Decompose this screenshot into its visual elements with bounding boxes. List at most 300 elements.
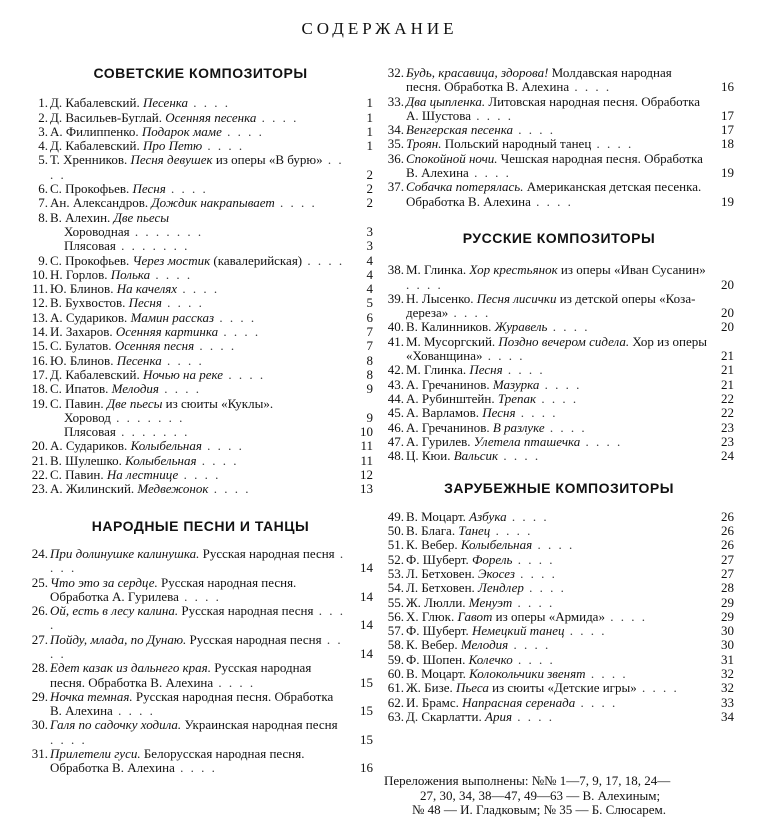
leader-dots: . . . . — [506, 508, 549, 524]
toc-entry — [28, 661, 373, 690]
entry-author: М. Глинка. — [406, 362, 467, 378]
leader-dots: . . . . — [221, 123, 264, 139]
leader-dots: . . . . — [50, 603, 345, 633]
entry-author: А. Судариков. — [50, 438, 128, 454]
entry-page: 1 — [366, 109, 373, 125]
entry-page: 22 — [721, 390, 734, 406]
entry-author: К. Вебер. — [406, 537, 458, 553]
toc-entry — [384, 524, 734, 538]
toc-entry — [384, 681, 734, 695]
entry-title: Осенняя песенка — [165, 109, 257, 125]
entry-title: Гавот — [457, 608, 493, 624]
entry-number: 5. — [38, 152, 48, 168]
note-line-2: 27, 30, 34, 38—47, 49—63 — В. Алехиным; — [420, 787, 661, 803]
leader-dots: . . . . — [188, 95, 231, 111]
subentry-label: Плясовая — [64, 424, 116, 440]
entry-author: Д. Скарлатти. — [406, 708, 482, 724]
leader-dots: . . . . — [547, 319, 590, 335]
entry-author: Ф. Шуберт. — [406, 623, 469, 639]
entry-number: 50. — [387, 523, 404, 539]
entry-number: 33. — [387, 93, 404, 109]
entry-author: А. Гречанинов. — [406, 419, 490, 435]
leader-dots: . . . . — [177, 281, 220, 297]
entry-page: 21 — [721, 348, 734, 364]
entry-description: из сюиты «Куклы». — [165, 395, 274, 411]
entry-title: Ночка темная. — [50, 688, 133, 704]
entry-author: В. Бухвостов. — [50, 295, 126, 311]
leader-dots: . . . . — [112, 703, 155, 719]
toc-entry — [384, 335, 734, 364]
entry-description: Русская народная песня — [181, 603, 314, 619]
entry-number: 29. — [31, 688, 48, 704]
entry-title: Песня — [469, 362, 503, 378]
toc-entry — [28, 182, 373, 196]
entry-number: 23. — [31, 481, 48, 497]
entry-title: На качелях — [116, 281, 178, 297]
entry-number: 40. — [387, 319, 404, 335]
entry-page: 24 — [721, 448, 734, 464]
leader-dots: . . . . — [50, 545, 346, 576]
toc-entry — [384, 152, 734, 181]
entry-title: Колыбельная — [130, 438, 202, 454]
toc-entry — [28, 139, 373, 153]
entry-page: 1 — [366, 138, 373, 154]
entry-title: Трепак — [497, 390, 537, 406]
entry-author: Л. Бетховен. — [406, 565, 475, 581]
folk-songs-list — [28, 547, 373, 776]
toc-entry — [384, 378, 734, 392]
toc-entry — [384, 567, 734, 581]
entry-author: В. Калинников. — [406, 319, 492, 335]
entry-number: 10. — [31, 266, 48, 282]
page-title: СОДЕРЖАНИЕ — [301, 19, 458, 38]
toc-entry — [28, 718, 373, 747]
entry-number: 18. — [31, 381, 48, 397]
toc-entry — [384, 392, 734, 406]
section-heading-russian: РУССКИЕ КОМПОЗИТОРЫ — [462, 229, 656, 246]
entry-author: С. Булатов. — [50, 338, 112, 354]
leader-dots: . . . . — [511, 708, 554, 724]
leader-dots: . . . . — [585, 665, 628, 681]
entry-title: Прилетели гуси. — [50, 746, 141, 762]
leader-dots: . . . . — [580, 433, 623, 449]
toc-entry — [384, 696, 734, 710]
entry-page: 19 — [721, 165, 734, 181]
entry-title: При долинушке калинушка. — [50, 545, 200, 561]
entry-author: А. Гречанинов. — [406, 376, 490, 392]
entry-author: Л. Бетховен. — [406, 580, 475, 596]
entry-title: Колыбельная — [125, 452, 197, 468]
toc-entry — [28, 111, 373, 125]
entry-description: Русская народная песня. Обработка В. Алехина — [50, 688, 334, 719]
toc-entry — [28, 397, 373, 411]
entry-number: 62. — [387, 694, 404, 710]
toc-entry — [384, 66, 734, 95]
leader-dots: . . . . — [218, 324, 261, 340]
entry-title: Дождик накрапывает — [151, 195, 275, 211]
leader-dots: . . . . — [591, 136, 634, 152]
entry-number: 32. — [387, 65, 404, 80]
entry-title: Напрасная серенада — [462, 694, 576, 710]
entry-number: 27. — [31, 631, 48, 647]
entry-description: Русская народная песня. Обработка А. Гурилева — [50, 574, 297, 604]
entry-title: Вальсик — [453, 448, 499, 464]
toc-entry — [28, 211, 373, 225]
toc-entry — [384, 421, 734, 435]
entry-page: 17 — [721, 107, 734, 123]
leader-dots: . . . . — [150, 266, 193, 282]
entry-number: 6. — [38, 181, 48, 197]
entry-number: 24. — [31, 545, 48, 561]
toc-entry — [28, 576, 373, 605]
toc-entry — [384, 538, 734, 552]
entry-description: Американская детская песенка. Обработка В. Алехина — [406, 179, 702, 209]
entry-number: 16. — [31, 352, 48, 368]
entry-page: 4 — [366, 281, 373, 297]
entry-page: 6 — [366, 309, 373, 325]
leader-dots: . . . . — [202, 138, 245, 154]
toc-entry — [384, 263, 734, 292]
entry-number: 51. — [387, 537, 404, 553]
section-heading-folk: НАРОДНЫЕ ПЕСНИ И ТАНЦЫ — [91, 517, 310, 534]
leader-dots: . . . . — [532, 537, 575, 553]
entry-title: Пойду, млада, по Дунаю. — [50, 631, 187, 647]
toc-entry — [384, 180, 734, 209]
entry-page: 11 — [360, 452, 373, 468]
leader-dots: . . . . — [50, 631, 343, 661]
entry-number: 20. — [31, 438, 48, 454]
leader-dots: . . . . — [498, 448, 541, 464]
entry-number: 47. — [387, 433, 404, 449]
leader-dots: . . . . — [50, 152, 344, 182]
toc-entry — [28, 468, 373, 482]
entry-page: 7 — [366, 324, 373, 340]
entry-description: из оперы «В бурю» — [215, 152, 323, 168]
leader-dots: . . . . — [448, 305, 491, 321]
subentry-page: 10 — [360, 424, 373, 440]
entry-author: Ж. Бизе. — [406, 680, 453, 696]
toc-entry — [28, 325, 373, 339]
entry-page: 29 — [721, 608, 734, 624]
leader-dots: . . . . — [178, 588, 221, 604]
entry-page: 1 — [366, 95, 373, 111]
entry-description: из оперы «Армида» — [495, 608, 605, 624]
entry-author: С. Прокофьев. — [50, 252, 130, 268]
entry-author: М. Глинка. — [406, 262, 467, 278]
entry-number: 11. — [32, 281, 48, 297]
leader-dots: . . . . — [636, 680, 679, 696]
entry-title: Танец — [458, 523, 491, 539]
entry-number: 45. — [387, 405, 404, 421]
leader-dots: . . . . — [302, 252, 345, 268]
arrangements-note — [384, 774, 734, 818]
entry-number: 60. — [387, 665, 404, 681]
entry-number: 14. — [31, 324, 48, 340]
entry-number: 57. — [387, 623, 404, 639]
entry-title: Форель — [471, 551, 513, 567]
leader-dots: . . . . . . . — [115, 238, 190, 254]
entry-description: из оперы «Иван Сусанин» — [560, 262, 706, 278]
leader-dots: . . . . — [575, 694, 618, 710]
entry-page: 32 — [721, 680, 734, 696]
left-column — [28, 66, 373, 776]
toc-entry — [28, 196, 373, 210]
entry-description: Польский народный танец — [444, 136, 592, 152]
entry-author: Т. Хренников. — [50, 152, 128, 168]
entry-page: 22 — [721, 405, 734, 421]
entry-author: В. Алехин. — [50, 209, 111, 225]
leader-dots: . . . . — [196, 452, 239, 468]
entry-number: 30. — [31, 717, 48, 733]
entry-description: Молдавская народная песня. Обработка В. Алехина — [406, 65, 672, 95]
toc-entry — [28, 311, 373, 325]
section-heading-soviet: СОВЕТСКИЕ КОМПОЗИТОРЫ — [93, 65, 308, 81]
entry-page: 26 — [721, 537, 734, 553]
entry-author: Х. Глюк. — [406, 608, 455, 624]
toc-subentry — [28, 411, 373, 425]
entry-number: 48. — [387, 448, 404, 464]
entry-page: 2 — [366, 166, 373, 182]
toc-entry — [384, 710, 734, 724]
leader-dots: . . . . — [201, 438, 244, 454]
entry-title: Песенка — [142, 95, 189, 111]
entry-page: 4 — [366, 252, 373, 268]
entry-description: Русская народная песня — [189, 631, 322, 647]
entry-author: Д. Кабалевский. — [50, 138, 140, 154]
entry-number: 42. — [387, 362, 404, 378]
entry-description: Белорусская народная песня. Обработка В. Алехина — [50, 746, 305, 776]
entry-number: 17. — [31, 366, 48, 382]
entry-title: Колечко — [468, 651, 513, 667]
entry-page: 26 — [721, 523, 734, 539]
entry-number: 7. — [38, 195, 48, 211]
leader-dots: . . . . — [536, 390, 579, 406]
leader-dots: . . . . — [274, 195, 317, 211]
leader-dots: . . . . — [223, 366, 266, 382]
toc-entry — [28, 125, 373, 139]
entry-page: 27 — [721, 551, 734, 567]
leader-dots: . . . . — [512, 594, 555, 610]
entry-page: 33 — [721, 694, 734, 710]
entry-author: Ф. Шопен. — [406, 651, 466, 667]
entry-number: 4. — [38, 138, 48, 154]
toc-entry — [28, 296, 373, 310]
entry-title: Мазурка — [492, 376, 540, 392]
toc-entry — [28, 439, 373, 453]
toc-entry — [384, 581, 734, 595]
entry-author: В. Моцарт. — [406, 665, 466, 681]
toc-entry — [28, 96, 373, 110]
entry-number: 39. — [387, 290, 404, 306]
right-column — [384, 66, 734, 724]
entry-author: А. Гурилев. — [406, 433, 471, 449]
entry-number: 12. — [31, 295, 48, 311]
entry-number: 63. — [387, 708, 404, 724]
entry-number: 61. — [387, 680, 404, 696]
entry-title: Песня девушек — [130, 152, 213, 168]
toc-entry — [384, 667, 734, 681]
entry-page: 17 — [721, 122, 734, 138]
entry-title: Мамин рассказ — [130, 309, 215, 325]
entry-number: 1. — [38, 95, 48, 111]
entry-author: Ж. Люлли. — [406, 594, 466, 610]
entry-author: Ан. Александров. — [50, 195, 149, 211]
entry-page: 5 — [366, 295, 373, 311]
leader-dots: . . . . — [165, 181, 208, 197]
entry-title: Азбука — [469, 508, 507, 524]
entry-page: 15 — [360, 703, 373, 719]
leader-dots: . . . . — [564, 623, 607, 639]
entry-page: 7 — [366, 338, 373, 354]
entry-page: 8 — [366, 352, 373, 368]
leader-dots: . . . . — [512, 551, 555, 567]
leader-dots: . . . . — [161, 295, 204, 311]
leader-dots: . . . . — [604, 608, 647, 624]
subentry-label: Хоровод — [64, 409, 111, 425]
toc-subentry — [28, 225, 373, 239]
entry-page: 28 — [721, 580, 734, 596]
entry-page: 14 — [360, 560, 373, 576]
entry-description: Русская народная песня — [202, 545, 335, 561]
toc-entry — [28, 690, 373, 719]
toc-entry — [384, 406, 734, 420]
entry-number: 52. — [387, 551, 404, 567]
entry-number: 22. — [31, 467, 48, 483]
entry-number: 9. — [38, 252, 48, 268]
entry-title: В разлуке — [492, 419, 545, 435]
toc-entry — [384, 292, 734, 321]
entry-page: 21 — [721, 376, 734, 392]
leader-dots: . . . . — [194, 338, 237, 354]
entry-title: Хор крестьянок — [469, 262, 558, 278]
entry-title: Два цыпленка. — [406, 93, 486, 109]
entry-number: 35. — [387, 136, 404, 152]
entry-page: 32 — [721, 665, 734, 681]
entry-author: Д. Васильев-Буглай. — [50, 109, 162, 125]
subentry-page: 9 — [366, 409, 373, 425]
toc-entry — [28, 254, 373, 268]
entry-title: Пьеса — [455, 680, 489, 696]
leader-dots: . . . . — [468, 165, 511, 181]
leader-dots: . . . . . . . — [115, 424, 190, 440]
leader-dots: . . . . — [514, 565, 557, 581]
entry-author: С. Ипатов. — [50, 381, 109, 397]
entry-number: 59. — [387, 651, 404, 667]
leader-dots: . . . . — [174, 760, 217, 776]
leader-dots: . . . . — [513, 122, 555, 138]
entry-title: Про Петю — [142, 138, 203, 154]
entry-number: 38. — [387, 262, 404, 278]
soviet-composers-list — [28, 96, 373, 496]
entry-title: Журавель — [494, 319, 548, 335]
toc-entry — [28, 382, 373, 396]
entry-title: Ой, есть в лесу калина. — [50, 603, 179, 619]
entry-page: 27 — [721, 565, 734, 581]
toc-entry — [384, 653, 734, 667]
toc-entry — [28, 747, 373, 776]
entry-page: 16 — [360, 760, 373, 776]
toc-subentry — [28, 239, 373, 253]
entry-author: А. Рубинштейн. — [406, 390, 495, 406]
entry-page: 14 — [360, 617, 373, 633]
entry-number: 43. — [387, 376, 404, 392]
entry-title: Осенняя картинка — [115, 324, 219, 340]
entry-author: М. Мусоргский. — [406, 333, 496, 349]
entry-page: 30 — [721, 637, 734, 653]
toc-entry — [28, 604, 373, 633]
entry-number: 19. — [31, 395, 48, 411]
entry-author: А. Филиппенко. — [50, 123, 139, 139]
toc-entry — [28, 454, 373, 468]
entry-number: 28. — [31, 660, 48, 676]
entry-description: Русская народная песня. Обработка В. Алехина — [50, 660, 312, 690]
toc-entry — [28, 547, 373, 576]
entry-page: 14 — [360, 645, 373, 661]
entry-author: В. Блага. — [406, 523, 456, 539]
entry-number: 49. — [387, 508, 404, 524]
entry-title: Подарок маме — [141, 123, 222, 139]
entry-description: из сюиты «Детские игры» — [492, 680, 637, 696]
folk-songs-list-continued — [384, 66, 734, 209]
entry-author: В. Моцарт. — [406, 508, 466, 524]
entry-author: А. Судариков. — [50, 309, 128, 325]
entry-description: Украинская народная песня — [184, 717, 338, 733]
toc-entry — [28, 482, 373, 496]
leader-dots: . . . . — [490, 523, 533, 539]
entry-author: Ф. Шуберт. — [406, 551, 469, 567]
toc-entry — [384, 435, 734, 449]
entry-page: 13 — [360, 481, 373, 497]
entry-author: А. Жилинский. — [50, 481, 135, 497]
entry-author: Н. Лысенко. — [406, 290, 474, 306]
leader-dots: . . . . — [482, 348, 525, 364]
entry-page: 1 — [366, 123, 373, 139]
entry-author: С. Павин. — [50, 467, 104, 483]
entry-description: Литовская народная песня. Обработка А. Шустова — [406, 93, 701, 123]
leader-dots: . . . . — [502, 362, 545, 378]
entry-number: 25. — [31, 574, 48, 590]
entry-title: Песенка — [116, 352, 162, 368]
leader-dots: . . . . — [256, 109, 299, 125]
leader-dots: . . . . — [214, 309, 257, 325]
entry-number: 21. — [31, 452, 48, 468]
entry-number: 34. — [387, 122, 404, 138]
entry-title: Мелодия — [111, 381, 159, 397]
entry-page: 20 — [721, 276, 734, 292]
entry-number: 3. — [38, 123, 48, 139]
foreign-composers-list — [384, 510, 734, 724]
entry-title: Экосез — [478, 565, 515, 581]
entry-page: 12 — [360, 467, 373, 483]
entry-title: Колокольчики звенят — [469, 665, 586, 681]
subentry-label: Плясовая — [64, 238, 116, 254]
leader-dots: . . . . — [544, 419, 587, 435]
toc-entry — [384, 137, 734, 151]
subentry-label: Хороводная — [64, 223, 130, 239]
entry-number: 36. — [387, 150, 404, 166]
leader-dots: . . . . — [208, 481, 251, 497]
entry-page: 29 — [721, 594, 734, 610]
toc-entry — [384, 553, 734, 567]
toc-entry — [384, 363, 734, 377]
entry-number: 15. — [31, 338, 48, 354]
entry-title: Троян. — [406, 136, 442, 152]
leader-dots: . . . . — [406, 276, 443, 292]
entry-title: Через мостик — [132, 252, 211, 268]
entry-number: 31. — [31, 746, 48, 762]
entry-title: Осенняя песня — [114, 338, 195, 354]
leader-dots: . . . . — [158, 381, 201, 397]
